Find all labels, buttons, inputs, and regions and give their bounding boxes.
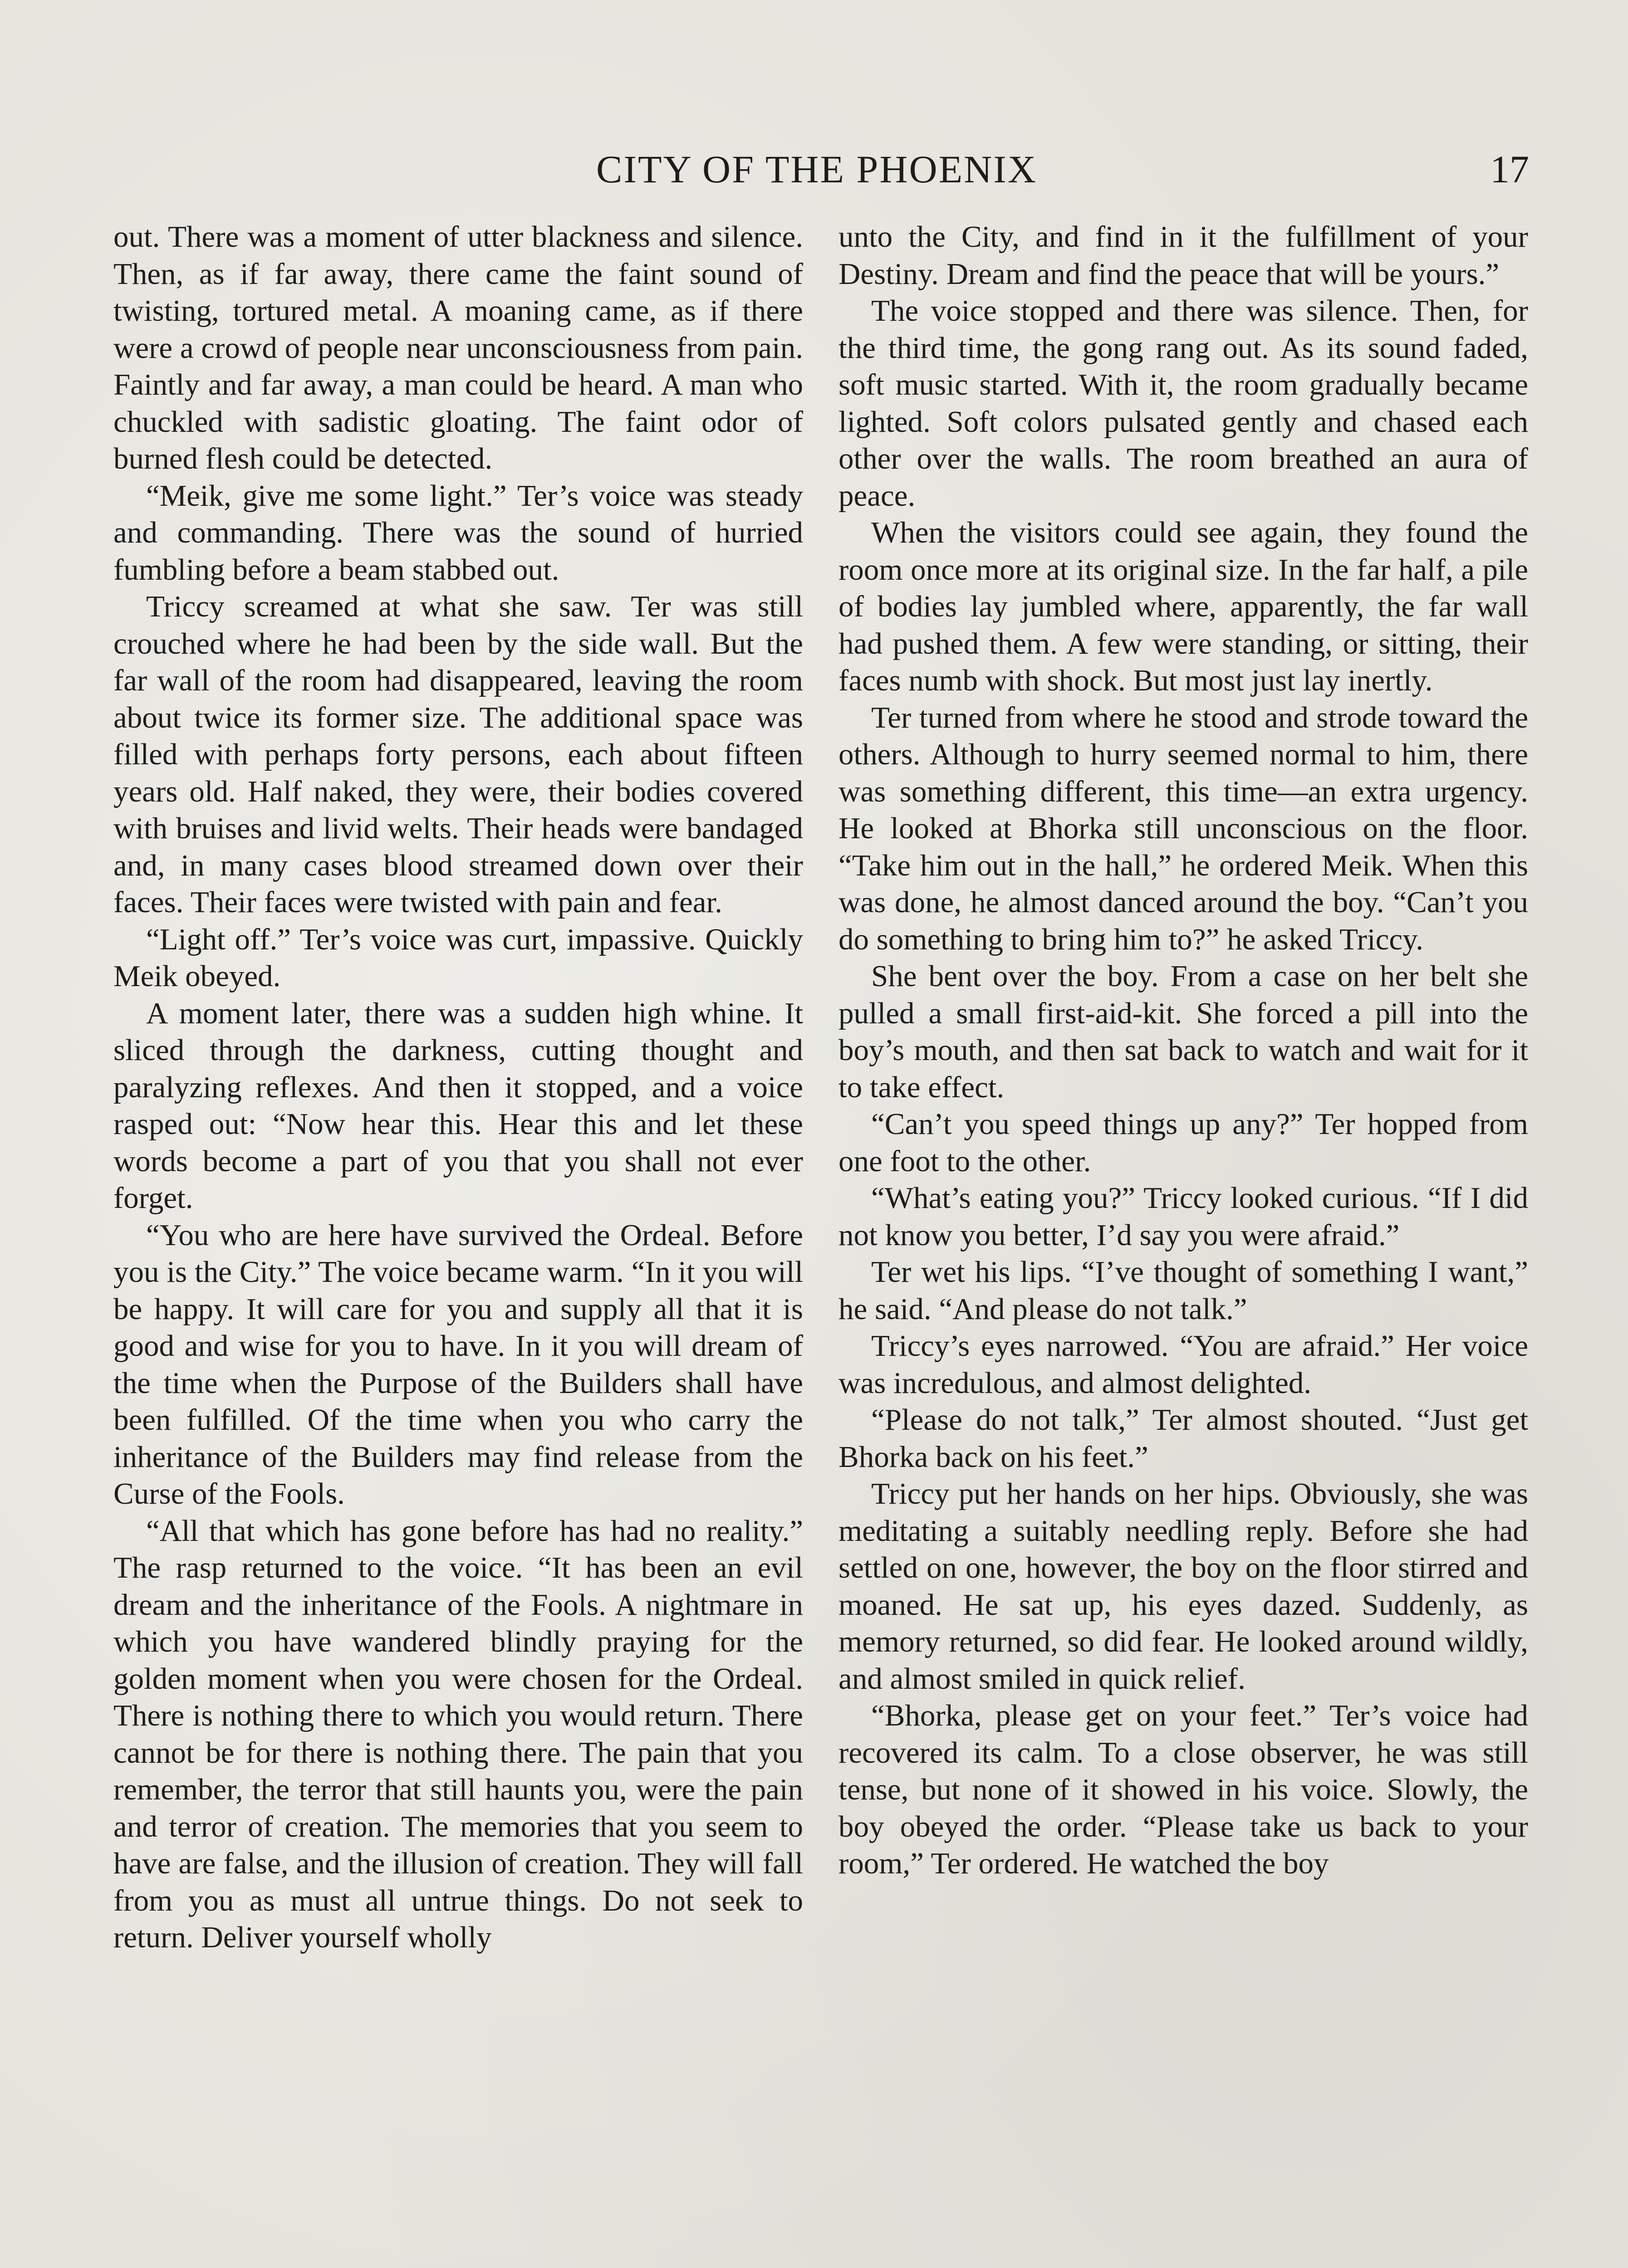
paragraph: “What’s eating you?” Triccy looked curious. “If I did not know you better, I’d say you were afraid.” (839, 1181, 1528, 1252)
paragraph: Ter turned from where he stood and strode toward the others. Although to hurry seemed normal to him, there was something different, this time—an extra urgency. He looked at Bhorka still unconscious on the floor. “Take him out in the hall,” he ordered Meik. When this was done, he almost danced around the boy. “Can’t you do something to bring him to?” he asked Triccy. (839, 700, 1528, 956)
paragraph: “Meik, give me some light.” Ter’s voice was steady and commanding. There was the sound of hurried fumbling before a beam stabbed out. (113, 479, 803, 587)
running-header (104, 144, 1529, 194)
left-text-column (113, 219, 803, 1956)
paragraph: “You who are here have survived the Ordeal. Before you is the City.” The voice became warm. “In it you will be happy. It will care for you and supply all that it is good and wise for you to have. In it you will dream of the time when the Purpose of the Builders shall have been fulfilled. Of the time when you who carry the inheritance of the Builders may find release from the Curse of the Fools. (113, 1218, 803, 1510)
paragraph: Triccy’s eyes narrowed. “You are afraid.” Her voice was incredulous, and almost delighted. (839, 1329, 1528, 1400)
paragraph: “Light off.” Ter’s voice was curt, impassive. Quickly Meik obeyed. (113, 922, 803, 993)
paragraph: “Please do not talk,” Ter almost shouted. “Just get Bhorka back on his feet.” (839, 1403, 1528, 1474)
paragraph: “All that which has gone before has had no reality.” The rasp returned to the voice. “It has been an evil dream and the inheritance of the Fools. A nightmare in which you have wandered blindly praying for the golden moment when you were chosen for the Ordeal. There is nothing there to which you would return. There cannot be for there is nothing there. The pain that you remember, the terror that still haunts you, were the pain and terror of creation. The memories that you seem to have are false, and the illusion of creation. They will fall from you as must all untrue things. Do not seek to return. Deliver yourself wholly (113, 1514, 803, 1954)
paragraph: “Can’t you speed things up any?” Ter hopped from one foot to the other. (839, 1107, 1528, 1178)
paragraph: Triccy put her hands on her hips. Obviously, she was meditating a suitably needling reply. Before she had settled on one, however, the boy on the floor stirred and moaned. He sat up, his eyes dazed. Suddenly, as memory returned, so did fear. He looked around wildly, and almost smiled in quick relief. (839, 1477, 1528, 1696)
paragraph: Ter wet his lips. “I’ve thought of something I want,” he said. “And please do not talk.” (839, 1255, 1528, 1326)
page-number: 17 (1490, 147, 1529, 191)
paragraph: “Bhorka, please get on your feet.” Ter’s voice had recovered its calm. To a close observer, he was still tense, but none of it showed in his voice. Slowly, the boy obeyed the order. “Please take us back to your room,” Ter ordered. He watched the boy (839, 1699, 1528, 1880)
right-text-column (839, 219, 1528, 1882)
paragraph: A moment later, there was a sudden high whine. It sliced through the darkness, cutting thought and paralyzing reflexes. And then it stopped, and a voice rasped out: “Now hear this. Hear this and let these words become a part of you that you shall not ever forget. (113, 996, 803, 1215)
paragraph: out. There was a moment of utter blackness and silence. Then, as if far away, there came the faint sound of twisting, tortured metal. A moaning came, as if there were a crowd of people near unconsciousness from pain. Faintly and far away, a man could be heard. A man who chuckled with sadistic gloating. The faint odor of burned flesh could be detected. (113, 220, 803, 475)
paragraph: When the visitors could see again, they found the room once more at its original size. In the far half, a pile of bodies lay jumbled where, apparently, the far wall had pushed them. A few were standing, or sitting, their faces numb with shock. But most just lay inertly. (839, 516, 1528, 697)
paragraph: unto the City, and find in it the fulfillment of your Destiny. Dream and find the peace that will be yours.” (839, 220, 1528, 291)
paragraph: She bent over the boy. From a case on her belt she pulled a small first-aid-kit. She forced a pill into the boy’s mouth, and then sat back to watch and wait for it to take effect. (839, 959, 1528, 1104)
paragraph: The voice stopped and there was silence. Then, for the third time, the gong rang out. As its sound faded, soft music started. With it, the room gradually became lighted. Soft colors pulsated gently and chased each other over the walls. The room breathed an aura of peace. (839, 294, 1528, 513)
running-title: CITY OF THE PHOENIX (596, 147, 1037, 191)
paragraph: Triccy screamed at what she saw. Ter was still crouched where he had been by the side wall. But the far wall of the room had disappeared, leaving the room about twice its former size. The additional space was filled with perhaps forty persons, each about fifteen years old. Half naked, they were, their bodies covered with bruises and livid welts. Their heads were bandaged and, in many cases blood streamed down over their faces. Their faces were twisted with pain and fear. (113, 590, 803, 919)
